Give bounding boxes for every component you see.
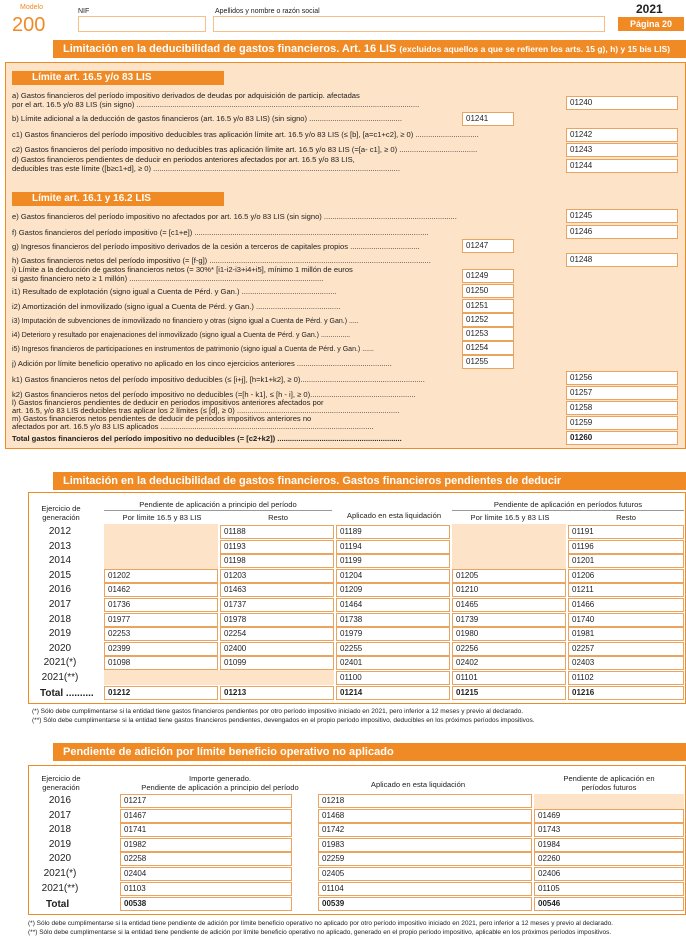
s2-field-c[interactable]: 01100 bbox=[336, 671, 450, 685]
s2-h-ej1: Ejercicio de bbox=[41, 504, 81, 513]
s2-field-b[interactable]: 01737 bbox=[220, 598, 334, 612]
s2-h-resto: Resto bbox=[268, 513, 288, 522]
line-d2: deducibles tras este límite ([b≥c1+d], ≥ 0) ..................................................................................................................... bbox=[12, 164, 400, 173]
s2-field-c[interactable]: 01204 bbox=[336, 569, 450, 583]
line-a2: por el art. 16.5 y/o 83 LIS (sin signo) ...................................................................................................................................... bbox=[12, 100, 420, 109]
field-01255[interactable]: 01255 bbox=[462, 355, 514, 369]
line-g: g) Ingresos financieros del período impositivo derivados de la cesión a terceros de capitales propios ................................. bbox=[12, 242, 420, 251]
line-c1: c1) Gastos financieros del período impositivo deducibles tras aplicación límite art. 16.5 y/o 83 LIS (≤ [b], [a=c1+c2], ≥ 0) .............................. bbox=[12, 130, 479, 139]
s3-h-fut2: períodos futuros bbox=[581, 783, 637, 792]
field-01250[interactable]: 01250 bbox=[462, 284, 514, 298]
field-01246[interactable]: 01246 bbox=[566, 225, 678, 239]
modelo-label: Modelo bbox=[20, 4, 43, 11]
s2-field-d[interactable]: 01739 bbox=[452, 613, 566, 627]
s2-total-a[interactable]: 01212 bbox=[104, 686, 218, 700]
line-l1: l) Gastos financieros pendientes de deducir en periodos impositivos anteriores afectados por bbox=[12, 398, 324, 407]
s2-field-d[interactable]: 01980 bbox=[452, 627, 566, 641]
s3-year: 2019 bbox=[48, 838, 72, 850]
s3-year: 2020 bbox=[48, 853, 72, 865]
s3-h-aplic: Aplicado en esta liquidación bbox=[370, 780, 466, 789]
s2-h-rule1 bbox=[104, 510, 332, 511]
field-01256[interactable]: 01256 bbox=[566, 371, 678, 385]
s2-field-b[interactable]: 01193 bbox=[220, 540, 334, 554]
s2-field-a[interactable]: 01202 bbox=[104, 569, 218, 583]
s2-note2: (**) Sólo debe cumplimentarse si la entidad tiene gastos financieros pendientes, devengados en el propio período impositivo, deducibles en los próximos períodos impositivos. bbox=[32, 717, 535, 724]
line-f: f) Gastos financieros del período impositivo (= [c1+e]) ............................................................................................................... bbox=[12, 228, 429, 237]
line-i-2: i2) Amortización del inmovilizado (signo igual a Cuenta de Pérd. y Gan.) ........................................ bbox=[12, 302, 341, 311]
field-01258[interactable]: 01258 bbox=[566, 401, 678, 415]
s3-h-imp1: Importe generado. bbox=[188, 774, 252, 783]
s3-field-c[interactable]: 02260 bbox=[534, 852, 684, 866]
field-01247[interactable]: 01247 bbox=[462, 239, 514, 253]
s2-field-d[interactable]: 01465 bbox=[452, 598, 566, 612]
s2-year: 2014 bbox=[48, 555, 72, 567]
s2-h-fut: Pendiente de aplicación en períodos futuros bbox=[493, 500, 643, 509]
s3-year: 2016 bbox=[48, 795, 72, 806]
s2-field-e[interactable]: 01981 bbox=[568, 627, 684, 641]
line-i-4: i4) Deterioro y resultado por enajenaciones del inmovilizado (signo igual a Cuenta de Pérd. y Gan.) ............... bbox=[12, 332, 351, 339]
line-k2: k2) Gastos financieros netos del período impositivo no deducibles (=[h - k1], ≤ [h - i], ≥ 0).................................................. bbox=[12, 390, 416, 399]
field-01248[interactable]: 01248 bbox=[566, 253, 678, 267]
s2-field-a[interactable]: 01098 bbox=[104, 656, 218, 670]
s2-field-e[interactable]: 01740 bbox=[568, 613, 684, 627]
s2-title-bar bbox=[53, 472, 686, 490]
s3-field-b[interactable]: 01742 bbox=[318, 823, 532, 837]
line-a1: a) Gastos financieros del período impositivo derivados de deudas por adquisición de particip. afectadas bbox=[12, 91, 360, 100]
s2-field-a[interactable]: 01977 bbox=[104, 613, 218, 627]
s2-field-b[interactable]: 01463 bbox=[220, 583, 334, 597]
s2-field-c[interactable]: 01199 bbox=[336, 554, 450, 568]
s3-total-a[interactable]: 00538 bbox=[120, 897, 292, 911]
s2-field-c[interactable]: 01189 bbox=[336, 525, 450, 539]
s2-field-e[interactable]: 01466 bbox=[568, 598, 684, 612]
s2-year: 2015 bbox=[48, 569, 72, 581]
s2-h-por2: Por límite 16.5 y 83 LIS bbox=[470, 513, 550, 522]
s2-total-label: Total .......... bbox=[40, 688, 94, 699]
s2-h-pend: Pendiente de aplicación a principio del período bbox=[139, 500, 297, 509]
s2-note1: (*) Sólo debe cumplimentarse si la entidad tiene gastos financieros pendientes por otro período impositivo iniciado en 2021, pero inferior a 12 meses y previo al declarado. bbox=[32, 708, 524, 715]
s2-field-d[interactable]: 02256 bbox=[452, 642, 566, 656]
field-01243[interactable]: 01243 bbox=[566, 143, 678, 157]
s2-h-ej2: generación bbox=[42, 513, 80, 522]
field-01240[interactable]: 01240 bbox=[566, 96, 678, 110]
s2-shade-2021 bbox=[104, 670, 334, 685]
s2-field-b[interactable]: 01188 bbox=[220, 525, 334, 539]
line-i-1: i1) Resultado de explotación (signo igual a Cuenta de Pérd. y Gan.) ............................................. bbox=[12, 287, 337, 296]
s3-total-label: Total bbox=[46, 899, 70, 910]
s3-title: Pendiente de adición por límite beneficio operativo no aplicado bbox=[63, 746, 394, 758]
line-i-5: i5) Ingresos financieros de participaciones en instrumentos de patrimonio (signo igual a Cuenta de Pérd. y Gan.) ...... bbox=[12, 346, 374, 353]
s2-field-b[interactable]: 01198 bbox=[220, 554, 334, 568]
s3-field-a[interactable]: 01217 bbox=[120, 794, 292, 808]
line-k1: k1) Gastos financieros netos del período impositivo deducibles (≤ [i+j], [h=k1+k2], ≥ 0)........................................................... bbox=[12, 375, 425, 384]
s3-h-imp2: Pendiente de aplicación a principio del período bbox=[141, 783, 299, 792]
s2-field-a[interactable]: 02399 bbox=[104, 642, 218, 656]
line-j: j) Adición por límite beneficio operativo no aplicado en los cinco ejercicios anteriores ............................................. bbox=[12, 359, 392, 368]
page-badge: Página 20 bbox=[618, 17, 684, 31]
s3-field-c[interactable]: 01984 bbox=[534, 838, 684, 852]
s3-note2: (**) Sólo debe cumplimentarse si la entidad tiene pendiente de adición por límite beneficio operativo no aplicado, generado en el propio período impositivo, aplicable en los próximos períodos impositivos. bbox=[28, 929, 612, 936]
s2-year: 2012 bbox=[48, 526, 72, 537]
line-e: e) Gastos financieros del período impositivo no afectados por art. 16.5 y/o 83 LIS (sin signo) ............................................................... bbox=[12, 212, 457, 221]
s3-h-ej2: generación bbox=[42, 783, 80, 792]
s2-field-a[interactable]: 02253 bbox=[104, 627, 218, 641]
s2-field-b[interactable]: 02254 bbox=[220, 627, 334, 641]
s2-field-b[interactable]: 01099 bbox=[220, 656, 334, 670]
s3-field-a[interactable]: 01741 bbox=[120, 823, 292, 837]
s3-title-bar bbox=[53, 743, 686, 761]
s2-field-c[interactable]: 01209 bbox=[336, 583, 450, 597]
s3-field-b[interactable]: 02405 bbox=[318, 867, 532, 881]
s2-year: 2018 bbox=[48, 613, 72, 625]
s2-field-c[interactable]: 02255 bbox=[336, 642, 450, 656]
field-01259[interactable]: 01259 bbox=[566, 416, 678, 430]
s2-field-e[interactable]: 01196 bbox=[568, 540, 684, 554]
nif-label: NIF bbox=[78, 8, 90, 15]
s2-year: 2016 bbox=[48, 584, 72, 596]
s3-field-a[interactable]: 02404 bbox=[120, 867, 292, 881]
field-01249[interactable]: 01249 bbox=[462, 269, 514, 283]
s3-field-c[interactable]: 01105 bbox=[534, 882, 684, 896]
s2-field-c[interactable]: 02401 bbox=[336, 656, 450, 670]
s2-field-d[interactable]: 02402 bbox=[452, 656, 566, 670]
line-d1: d) Gastos financieros pendientes de deducir en periodos anteriores afectados por art. 16.5 y/o 83 LIS, bbox=[12, 155, 355, 164]
s3-field-c[interactable]: 01469 bbox=[534, 809, 684, 823]
s2-field-d[interactable]: 01101 bbox=[452, 671, 566, 685]
s2-year: 2021(*) bbox=[43, 657, 77, 669]
s3-total-b[interactable]: 00539 bbox=[318, 897, 532, 911]
s2-total-d[interactable]: 01215 bbox=[452, 686, 566, 700]
s3-field-b[interactable]: 01218 bbox=[318, 794, 532, 808]
s2-h-aplic: Aplicado en esta liquidación bbox=[346, 511, 442, 520]
s2-year: 2021(**) bbox=[41, 672, 79, 683]
s3-h-fut1: Pendiente de aplicación en bbox=[563, 774, 655, 783]
field-01242[interactable]: 01242 bbox=[566, 128, 678, 142]
s2-year: 2020 bbox=[48, 642, 72, 654]
s3-shade bbox=[534, 794, 684, 809]
s2-field-c[interactable]: 01464 bbox=[336, 598, 450, 612]
s2-year: 2017 bbox=[48, 599, 72, 610]
line-i2: si gasto financiero neto ≥ 1 millón) ............................................................................................ bbox=[12, 274, 324, 283]
s2-total-e[interactable]: 01216 bbox=[568, 686, 684, 700]
field-01253[interactable]: 01253 bbox=[462, 327, 514, 341]
field-01245[interactable]: 01245 bbox=[566, 209, 678, 223]
s3-year: 2021(*) bbox=[43, 868, 77, 879]
line-b: b) Límite adicional a la deducción de gastos financieros (art. 16.5 y/o 83 LIS) (sin signo) ............................................ bbox=[12, 114, 402, 123]
s2-h-resto2: Resto bbox=[616, 513, 636, 522]
s2-field-e[interactable]: 01206 bbox=[568, 569, 684, 583]
s2-field-d[interactable]: 01205 bbox=[452, 569, 566, 583]
s2-year: 2013 bbox=[48, 540, 72, 552]
s2-field-c[interactable]: 01979 bbox=[336, 627, 450, 641]
line-l2: art. 16.5, y/o 83 LIS deducibles tras aplicar los 2 límites (≤ [d], ≥ 0) ............................................................................. bbox=[12, 406, 400, 415]
s2-field-e[interactable]: 02403 bbox=[568, 656, 684, 670]
s2-h-rule2 bbox=[452, 510, 684, 511]
nif-field[interactable] bbox=[78, 16, 206, 32]
field-01244[interactable]: 01244 bbox=[566, 159, 678, 173]
s2-field-b[interactable]: 01203 bbox=[220, 569, 334, 583]
s2-total-b[interactable]: 01213 bbox=[220, 686, 334, 700]
s3-year: 2018 bbox=[48, 824, 72, 836]
line-m2: afectados por art. 16.5 y/o 83 LIS aplicados ..................................................................................................... bbox=[12, 422, 374, 431]
s2-field-c[interactable]: 01194 bbox=[336, 540, 450, 554]
s3-note1: (*) Sólo debe cumplimentarse si la entidad tiene pendiente de adición por límite beneficio operativo no aplicado por otro período impositivo iniciado en 2021, pero inferior a 12 meses y previo al declarado. bbox=[28, 920, 613, 927]
s3-field-c[interactable]: 01743 bbox=[534, 823, 684, 837]
s2-shade-d bbox=[452, 524, 566, 569]
line-total: Total gastos financieros del período impositivo no deducibles (= [c2+k2]) ........................................................... bbox=[12, 434, 402, 443]
line-m1: m) Gastos financieros netos pendientes de deducir de periodos impositivos anteriores no bbox=[12, 414, 312, 423]
s2-field-e[interactable]: 01201 bbox=[568, 554, 684, 568]
s2-field-d[interactable]: 01210 bbox=[452, 583, 566, 597]
field-01252[interactable]: 01252 bbox=[462, 313, 514, 327]
s2-field-a[interactable]: 01736 bbox=[104, 598, 218, 612]
s2-title: Limitación en la deducibilidad de gastos financieros. Gastos financieros pendientes de deducir bbox=[63, 475, 562, 487]
modelo-number: 200 bbox=[12, 14, 46, 36]
field-01251[interactable]: 01251 bbox=[462, 299, 514, 313]
line-i-3: i3) Imputación de subvenciones de inmovilizado no financiero y otras (signo igual a Cuenta de Pérd. y Gan.) ..... bbox=[12, 318, 359, 325]
year-label: 2021 bbox=[636, 2, 663, 16]
s2-field-e[interactable]: 01102 bbox=[568, 671, 684, 685]
line-c2: c2) Gastos financieros del período impositivo no deducibles tras aplicación límite art. 16.5 y/o 83 LIS (=[a- c1], ≥ 0) ..................................... bbox=[12, 145, 478, 154]
s3-year: 2021(**) bbox=[41, 882, 79, 894]
s3-field-b[interactable]: 01983 bbox=[318, 838, 532, 852]
line-h: h) Gastos financieros netos del período impositivo (= [f-g]) ......................................................................................................... bbox=[12, 256, 431, 265]
s3-field-a[interactable]: 02258 bbox=[120, 852, 292, 866]
s3-h-ej1: Ejercicio de bbox=[41, 774, 81, 783]
s1-sub2: Límite art. 16.1 y 16.2 LIS bbox=[12, 192, 224, 206]
s1-title: Limitación en la deducibilidad de gastos financieros. Art. 16 LIS bbox=[63, 43, 397, 55]
s2-field-c[interactable]: 01738 bbox=[336, 613, 450, 627]
s2-total-c[interactable]: 01214 bbox=[336, 686, 450, 700]
s3-field-b[interactable]: 01104 bbox=[318, 882, 532, 896]
name-field[interactable] bbox=[213, 16, 605, 32]
s3-year: 2017 bbox=[48, 809, 72, 821]
s3-field-b[interactable]: 01468 bbox=[318, 809, 532, 823]
s2-year: 2019 bbox=[48, 628, 72, 640]
field-01257[interactable]: 01257 bbox=[566, 386, 678, 400]
s3-total-c[interactable]: 00546 bbox=[534, 897, 684, 911]
name-label: Apellidos y nombre o razón social bbox=[215, 8, 320, 15]
field-01241[interactable]: 01241 bbox=[462, 112, 514, 126]
s1-sub1: Límite art. 16.5 y/o 83 LIS bbox=[12, 71, 224, 85]
line-i1: i) Límite a la deducción de gastos financieros netos (= 30%* [i1-i2-i3+i4+i5], mínimo 1 millón de euros bbox=[12, 265, 353, 274]
s2-field-e[interactable]: 01211 bbox=[568, 583, 684, 597]
s3-field-c[interactable]: 02406 bbox=[534, 867, 684, 881]
s3-field-b[interactable]: 02259 bbox=[318, 852, 532, 866]
s2-shade-a bbox=[104, 524, 218, 569]
s2-h-por: Por límite 16.5 y 83 LIS bbox=[122, 513, 202, 522]
s2-field-b[interactable]: 02400 bbox=[220, 642, 334, 656]
field-01260[interactable]: 01260 bbox=[566, 431, 678, 445]
s3-field-a[interactable]: 01982 bbox=[120, 838, 292, 852]
s1-title-bar bbox=[53, 40, 686, 58]
s2-field-e[interactable]: 01191 bbox=[568, 525, 684, 539]
field-01254[interactable]: 01254 bbox=[462, 341, 514, 355]
s2-field-e[interactable]: 02257 bbox=[568, 642, 684, 656]
s1-title-note: (excluidos aquellos a que se refieren los arts. 15 g), h) y 15 bis LIS) bbox=[399, 44, 671, 54]
s3-field-a[interactable]: 01103 bbox=[120, 882, 292, 896]
s2-field-b[interactable]: 01978 bbox=[220, 613, 334, 627]
s3-field-a[interactable]: 01467 bbox=[120, 809, 292, 823]
s2-field-a[interactable]: 01462 bbox=[104, 583, 218, 597]
